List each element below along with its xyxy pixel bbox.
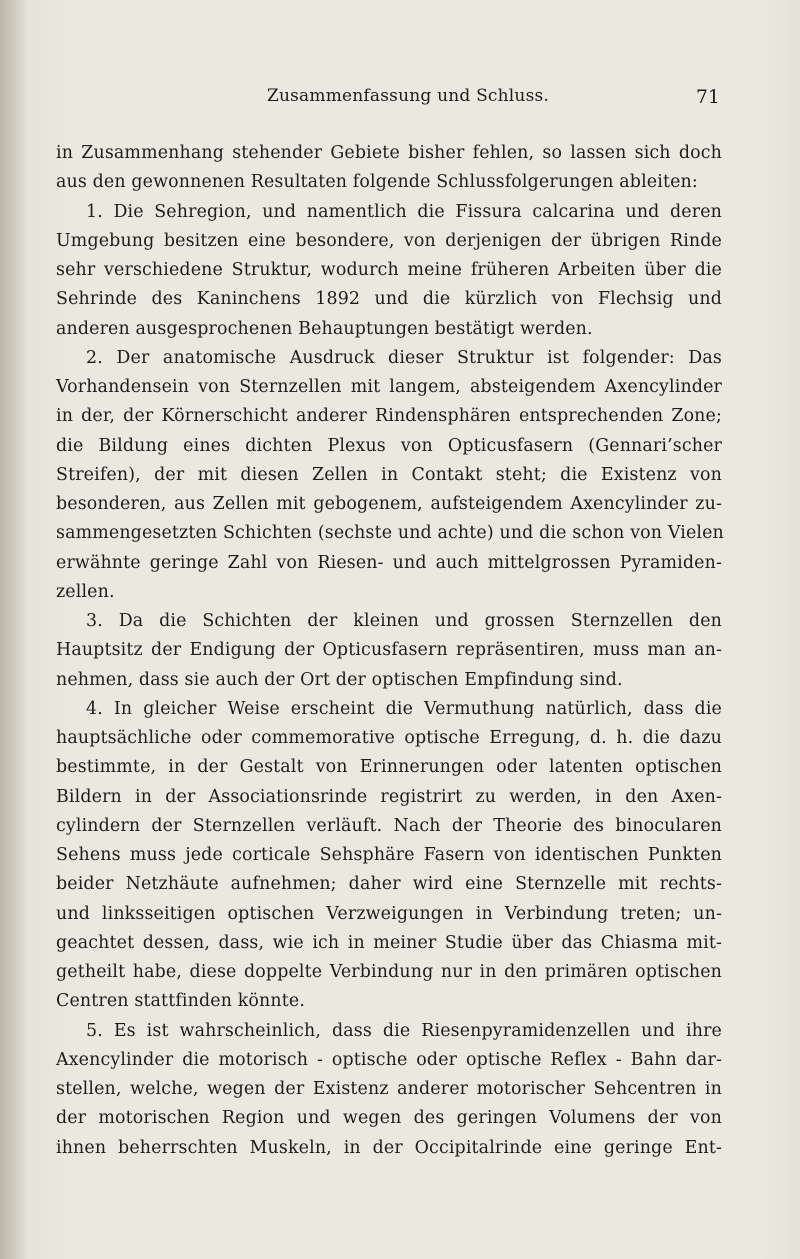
text-line: 2. Der anatomische Ausdruck dieser Struktur ist folgender: Das	[86, 347, 722, 368]
text-line: Hauptsitz der Endigung der Opticusfasern repräsentiren, muss man an-	[56, 640, 722, 661]
text-line: in Zusammenhang stehender Gebiete bisher fehlen, so lassen sich doch	[56, 143, 722, 163]
text-line: Umgebung besitzen eine besondere, von derjenigen der übrigen Rinde	[56, 230, 722, 251]
text-line: Bildern in der Associationsrinde registrirt zu werden, in den Axen-	[56, 786, 722, 807]
text-line: sehr verschiedene Struktur, wodurch meine früheren Arbeiten über die	[56, 260, 722, 280]
text-line: der motorischen Region und wegen des geringen Volumens der von	[56, 1108, 722, 1129]
body-text	[56, 139, 722, 1163]
text-line: beider Netzhäute aufnehmen; daher wird eine Sternzelle mit rechts-	[56, 874, 722, 895]
text-line: hauptsächliche oder commemorative optische Erregung, d. h. die dazu	[56, 728, 722, 748]
text-line: bestimmte, in der Gestalt von Erinnerungen oder latenten optischen	[56, 757, 722, 778]
text-line: nehmen, dass sie auch der Ort der optischen Empfindung sind.	[56, 669, 623, 690]
text-line: stellen, welche, wegen der Existenz anderer motorischer Sehcentren in	[56, 1079, 722, 1099]
text-line: 4. In gleicher Weise erscheint die Vermuthung natürlich, dass die	[86, 698, 722, 719]
text-line: in der, der Körnerschicht anderer Rindensphären entsprechenden Zone;	[56, 406, 722, 427]
text-line: 1. Die Sehregion, und namentlich die Fissura calcarina und deren	[86, 201, 722, 222]
text-line: zellen.	[56, 581, 115, 602]
text-line: geachtet dessen, dass, wie ich in meiner Studie über das Chiasma mit-	[56, 932, 722, 953]
text-line: erwähnte geringe Zahl von Riesen- und auch mittelgrossen Pyramiden-	[56, 552, 722, 573]
text-line: und linksseitigen optischen Verzweigungen in Verbindung treten; un-	[56, 903, 722, 924]
text-line: Vorhandensein von Sternzellen mit langem, absteigendem Axencylinder	[56, 377, 722, 397]
text-line: Streifen), der mit diesen Zellen in Contakt steht; die Existenz von	[56, 464, 722, 485]
running-head	[96, 86, 720, 112]
text-line: Sehrinde des Kaninchens 1892 und die kürzlich von Flechsig und	[56, 289, 722, 310]
text-line: aus den gewonnenen Resultaten folgende Schlussfolgerungen ableiten:	[56, 172, 698, 193]
text-line: sammengesetzten Schichten (sechste und achte) und die schon von Vielen	[56, 523, 724, 544]
text-line: 5. Es ist wahrscheinlich, dass die Riesenpyramidenzellen und ihre	[86, 1020, 722, 1041]
binding-shadow	[0, 0, 28, 1259]
text-line: cylindern der Sternzellen verläuft. Nach der Theorie des binocularen	[56, 815, 722, 836]
text-line: 3. Da die Schichten der kleinen und grossen Sternzellen den	[86, 611, 722, 631]
running-title: Zusammenfassung und Schluss.	[266, 86, 550, 106]
text-line: Sehens muss jede corticale Sehsphäre Fasern von identischen Punkten	[56, 845, 722, 865]
text-line: besonderen, aus Zellen mit gebogenem, aufsteigendem Axencylinder zu-	[56, 494, 722, 514]
text-line: Centren stattfinden könnte.	[56, 991, 305, 1012]
text-line: getheilt habe, diese doppelte Verbindung nur in den primären optischen	[56, 962, 722, 982]
text-line: die Bildung eines dichten Plexus von Opticusfasern (Gennari’scher	[56, 435, 722, 456]
text-line: Axencylinder die motorisch - optische oder optische Reflex - Bahn dar-	[56, 1049, 722, 1070]
page-number: 71	[695, 86, 720, 108]
text-line: ihnen beherrschten Muskeln, in der Occipitalrinde eine geringe Ent-	[56, 1137, 722, 1158]
text-line: anderen ausgesprochenen Behauptungen bestätigt werden.	[56, 318, 593, 339]
